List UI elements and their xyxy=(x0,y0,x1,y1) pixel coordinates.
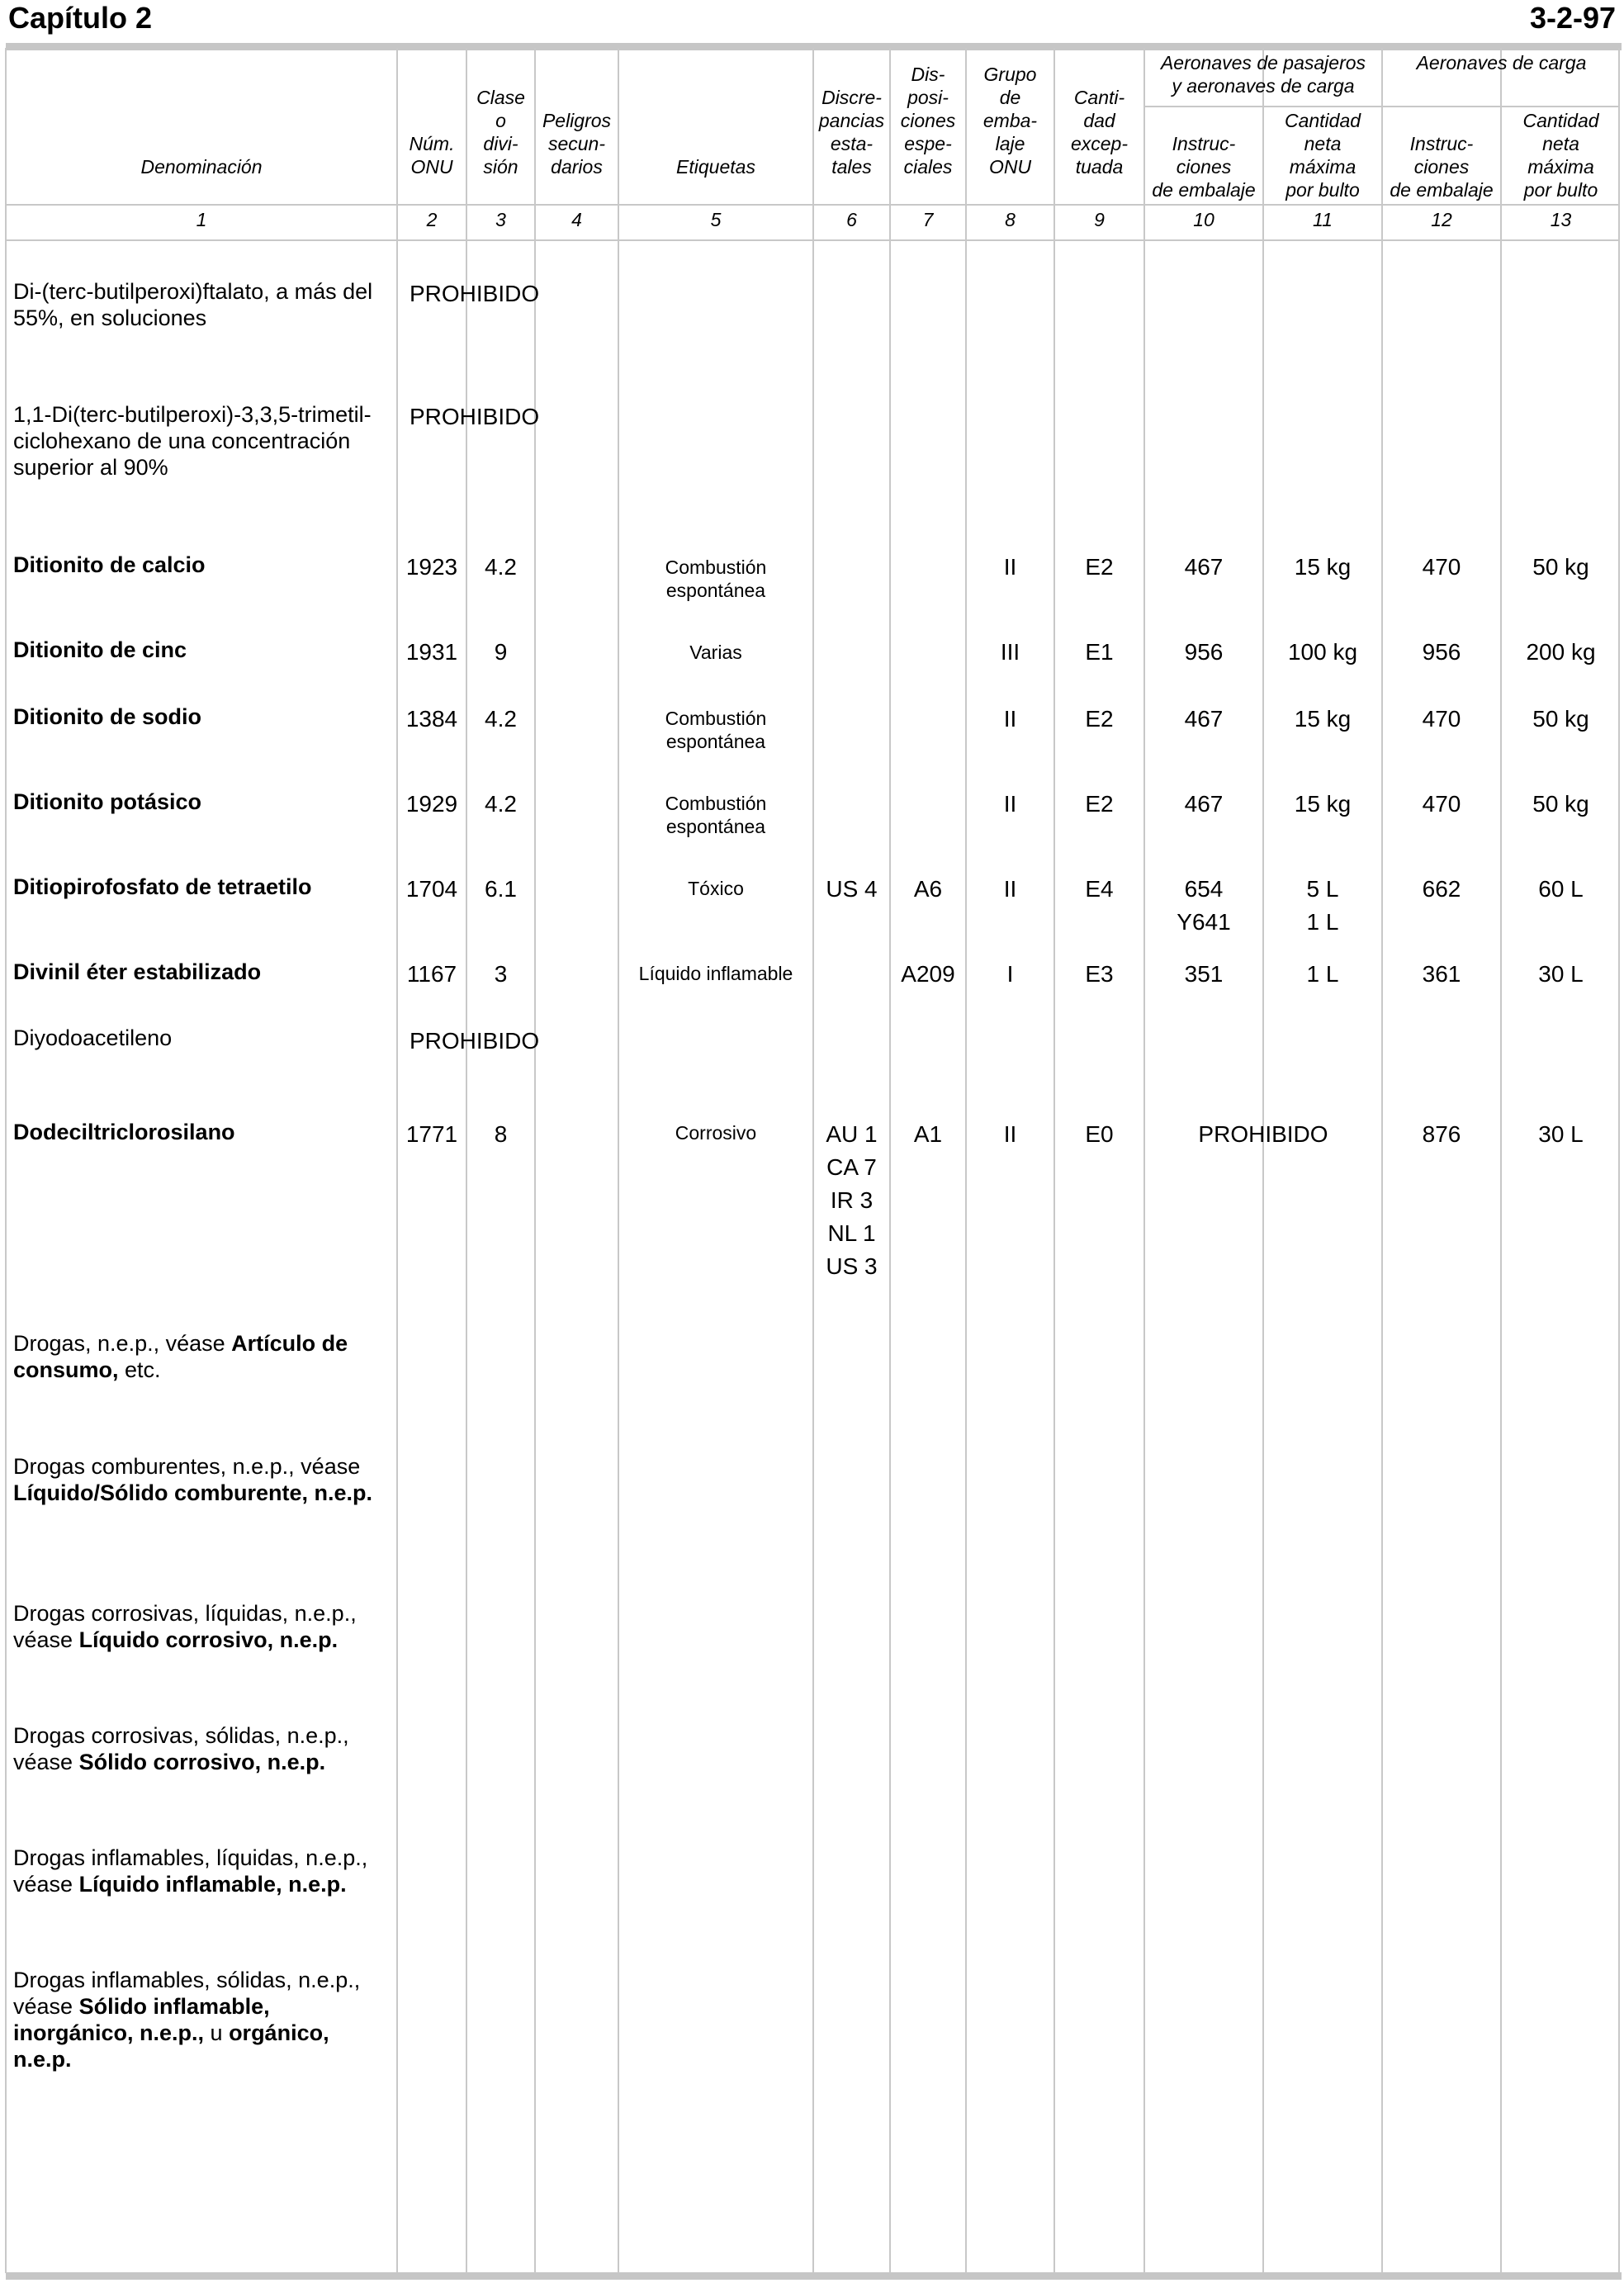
excepted-qty: E2 xyxy=(1085,554,1114,580)
header-clase xyxy=(467,86,534,178)
header-line: sión xyxy=(483,156,518,178)
packing-group: III xyxy=(1000,639,1020,665)
cao-quantity: 60 L xyxy=(1538,876,1584,902)
header-line: Instruc- xyxy=(1172,133,1236,154)
row-name xyxy=(13,1967,393,2072)
cao-instruction: 361 xyxy=(1422,961,1461,987)
col-number: 8 xyxy=(1005,209,1016,230)
reference-link[interactable]: Líquido corrosivo, n.e.p. xyxy=(78,1627,339,1652)
col-divider xyxy=(396,48,398,2273)
header-line: ONU xyxy=(988,156,1032,178)
header-line: laje xyxy=(995,133,1025,154)
page-number: 3-2-97 xyxy=(1529,1,1616,35)
col-number: 12 xyxy=(1431,209,1452,230)
cao-quantity: 30 L xyxy=(1538,961,1584,987)
header-line: Grupo xyxy=(983,64,1037,85)
prohibido-label: PROHIBIDO xyxy=(410,404,540,429)
class-division: 4.2 xyxy=(485,791,517,817)
col-divider xyxy=(1053,48,1055,2273)
header-line: Cantidad xyxy=(1284,110,1361,131)
pax-instruction: 351 xyxy=(1184,961,1224,987)
pax-quantity: 1 L xyxy=(1306,961,1339,987)
header-line: y aeronaves de carga xyxy=(1172,75,1355,97)
class-division: 9 xyxy=(494,639,508,665)
class-division: 6.1 xyxy=(485,876,517,902)
col-number: 5 xyxy=(710,209,722,230)
header-line: tuada xyxy=(1075,156,1124,178)
cell-line: IR 3 xyxy=(830,1187,874,1213)
row-name xyxy=(13,703,393,730)
packing-group: II xyxy=(1003,791,1017,817)
header-line: por bulto xyxy=(1523,179,1598,201)
cell-line: 1 L xyxy=(1306,909,1339,935)
pax-quantity: 15 kg xyxy=(1294,791,1352,817)
col-divider xyxy=(1381,48,1383,2273)
header-line: por bulto xyxy=(1285,179,1360,201)
header-cao-instrucciones xyxy=(1383,132,1500,201)
packing-group: II xyxy=(1003,554,1017,580)
packing-group: II xyxy=(1003,1121,1017,1147)
header-line: Núm. xyxy=(409,133,455,154)
pax-quantity xyxy=(1264,873,1381,939)
col-number: 9 xyxy=(1094,209,1105,230)
name-text: Drogas inflamables, sólidas, n.e.p., véase xyxy=(13,1968,361,2019)
header-line: excep- xyxy=(1070,133,1129,154)
state-variation: US 4 xyxy=(826,876,878,902)
cao-quantity: 200 kg xyxy=(1526,639,1596,665)
row-name-bold: Dodeciltriclorosilano xyxy=(13,1120,235,1144)
col-divider xyxy=(1262,48,1264,2273)
col-divider xyxy=(466,48,467,2273)
header-line: ciones xyxy=(900,110,956,131)
header-line: de xyxy=(999,87,1021,108)
un-number: 1929 xyxy=(405,791,458,817)
col-divider xyxy=(5,48,7,2273)
header-line: darios xyxy=(551,156,603,178)
header-pax-group xyxy=(1145,51,1381,97)
state-variation xyxy=(814,1118,889,1283)
bottom-rule xyxy=(6,2272,1622,2280)
reference-link[interactable]: Artículo de consumo, xyxy=(13,1331,348,1382)
col-number: 11 xyxy=(1313,209,1333,230)
row-name-bold: Ditionito potásico xyxy=(13,789,201,814)
row-name xyxy=(13,1845,393,1897)
reference-link[interactable]: Líquido/Sólido comburente, n.e.p. xyxy=(13,1480,372,1505)
labels: Tóxico xyxy=(688,878,744,899)
un-number: 1923 xyxy=(405,554,458,580)
excepted-qty: E0 xyxy=(1085,1121,1114,1147)
row-name xyxy=(13,959,393,985)
header-cargo-group: Aeronaves de carga xyxy=(1416,52,1587,73)
un-number: 1771 xyxy=(405,1121,458,1147)
labels: Combustión espontánea xyxy=(665,708,767,752)
name-text: etc. xyxy=(118,1357,161,1382)
col-divider xyxy=(1143,48,1145,2273)
pax-instruction: 956 xyxy=(1184,639,1224,665)
excepted-qty: E4 xyxy=(1085,876,1114,902)
col-number: 6 xyxy=(846,209,857,230)
cao-instruction: 470 xyxy=(1422,791,1461,817)
cell-line: US 3 xyxy=(826,1253,878,1279)
reference-link[interactable]: orgánico, n.e.p. xyxy=(13,2020,329,2072)
packing-group: II xyxy=(1003,706,1017,732)
name-text: u xyxy=(204,2020,230,2045)
cao-instruction: 470 xyxy=(1422,554,1461,580)
header-denominacion: Denominación xyxy=(140,156,263,178)
header-line: posi- xyxy=(907,87,949,108)
header-line: Clase xyxy=(476,87,525,108)
pax-instruction: 467 xyxy=(1184,791,1224,817)
cao-instruction: 470 xyxy=(1422,706,1461,732)
header-line: Peligros xyxy=(542,110,612,131)
row-name xyxy=(13,637,393,663)
header-grupo-embalaje xyxy=(967,63,1053,178)
class-division: 3 xyxy=(494,961,508,987)
col-number: 3 xyxy=(495,209,506,230)
row-name-bold: Ditiopirofosfato de tetraetilo xyxy=(13,874,312,899)
header-line: máxima xyxy=(1527,156,1594,178)
pax-instruction xyxy=(1145,873,1262,939)
labels: Varias xyxy=(689,642,742,663)
header-etiquetas: Etiquetas xyxy=(676,156,755,178)
header-line: emba- xyxy=(982,110,1038,131)
name-text: Drogas corrosivas, líquidas, n.e.p., véase xyxy=(13,1601,357,1652)
col-divider xyxy=(1500,48,1502,2273)
row-name xyxy=(13,1722,393,1775)
labels: Combustión espontánea xyxy=(665,557,767,601)
header-line: secun- xyxy=(547,133,606,154)
header-cantidad-exceptuada xyxy=(1055,86,1143,178)
header-line: de embalaje xyxy=(1152,179,1256,201)
excepted-qty: E1 xyxy=(1085,639,1114,665)
pax-quantity: 100 kg xyxy=(1287,639,1358,665)
header-cao-cantidad xyxy=(1502,109,1620,201)
cao-quantity: 50 kg xyxy=(1532,554,1589,580)
cell-line: 5 L xyxy=(1306,876,1339,902)
pax-instruction: 467 xyxy=(1184,554,1224,580)
row-name-bold: Ditionito de sodio xyxy=(13,704,201,729)
cao-quantity: 30 L xyxy=(1538,1121,1584,1147)
header-num-onu xyxy=(398,132,466,178)
header-divider xyxy=(5,204,1620,206)
pax-quantity: 15 kg xyxy=(1294,706,1352,732)
header-line: divi- xyxy=(483,133,518,154)
un-number: 1704 xyxy=(405,876,458,902)
row-name xyxy=(13,1600,393,1653)
col-number: 7 xyxy=(922,209,934,230)
labels: Combustión espontánea xyxy=(665,793,767,837)
header-pax-cantidad xyxy=(1264,109,1381,201)
col-number: 13 xyxy=(1550,209,1572,230)
header-line: dad xyxy=(1083,110,1115,131)
cell-line: 654 xyxy=(1184,876,1224,902)
header-line: Cantidad xyxy=(1522,110,1599,131)
name-text: Drogas comburentes, n.e.p., véase xyxy=(13,1454,361,1479)
row-name xyxy=(13,1453,393,1506)
reference-link[interactable]: Líquido inflamable, n.e.p. xyxy=(78,1872,347,1897)
header-line: Dis- xyxy=(911,64,945,85)
reference-link[interactable]: Sólido corrosivo, n.e.p. xyxy=(78,1750,326,1774)
chapter-title: Capítulo 2 xyxy=(8,1,153,35)
header-line: ciones xyxy=(1176,156,1232,178)
col-number: 1 xyxy=(196,209,207,230)
header-line: neta xyxy=(1304,133,1342,154)
prohibido-label: PROHIBIDO xyxy=(410,1028,540,1054)
header-peligros xyxy=(536,109,618,178)
row-name xyxy=(13,789,393,815)
col-number: 10 xyxy=(1193,209,1214,230)
special-provision: A6 xyxy=(913,876,943,902)
labels: Corrosivo xyxy=(675,1122,757,1144)
header-divider xyxy=(5,239,1620,241)
header-line: Instruc- xyxy=(1409,133,1474,154)
name-text: Drogas inflamables, líquidas, n.e.p., véase xyxy=(13,1845,368,1897)
col-number: 4 xyxy=(571,209,582,230)
header-pax-instrucciones xyxy=(1145,132,1262,201)
col-divider xyxy=(1618,48,1620,2273)
un-number: 1931 xyxy=(405,639,458,665)
col-divider xyxy=(618,48,619,2273)
header-line: espe- xyxy=(904,133,952,154)
pax-instruction: 467 xyxy=(1184,706,1224,732)
row-name-bold: Ditionito de calcio xyxy=(13,552,206,577)
packing-group: I xyxy=(1006,961,1014,987)
cao-instruction: 876 xyxy=(1422,1121,1461,1147)
class-division: 8 xyxy=(494,1121,508,1147)
special-provision: A1 xyxy=(913,1121,943,1147)
prohibido-label: PROHIBIDO xyxy=(410,281,540,306)
header-line: máxima xyxy=(1289,156,1356,178)
cao-quantity: 50 kg xyxy=(1532,706,1589,732)
col-divider xyxy=(534,48,536,2273)
header-line: esta- xyxy=(830,133,874,154)
cao-quantity: 50 kg xyxy=(1532,791,1589,817)
header-line: Discre- xyxy=(821,87,882,108)
excepted-qty: E2 xyxy=(1085,706,1114,732)
packing-group: II xyxy=(1003,876,1017,902)
header-line: ciones xyxy=(1413,156,1470,178)
cell-line: AU 1 xyxy=(826,1121,878,1147)
header-line: Aeronaves de pasajeros xyxy=(1160,52,1366,73)
group-divider xyxy=(1143,106,1620,107)
header-line: de embalaje xyxy=(1390,179,1494,201)
row-name-bold: Ditionito de cinc xyxy=(13,637,187,662)
header-line: tales xyxy=(831,156,872,178)
excepted-qty: E3 xyxy=(1085,961,1114,987)
class-division: 4.2 xyxy=(485,706,517,732)
header-line: Canti- xyxy=(1073,87,1125,108)
header-line: pancias xyxy=(818,110,885,131)
header-line: neta xyxy=(1542,133,1579,154)
reference-link[interactable]: Sólido inflamable, inorgánico, n.e.p., xyxy=(13,1994,270,2045)
cao-instruction: 662 xyxy=(1422,876,1461,902)
class-division: 4.2 xyxy=(485,554,517,580)
un-number: 1167 xyxy=(406,961,457,987)
un-number: 1384 xyxy=(405,706,458,732)
cell-line: CA 7 xyxy=(826,1154,877,1180)
excepted-qty: E2 xyxy=(1085,791,1114,817)
labels: Líquido inflamable xyxy=(638,963,793,984)
row-name xyxy=(13,552,393,578)
header-line: ciales xyxy=(903,156,953,178)
col-number: 2 xyxy=(426,209,438,230)
pax-prohibido: PROHIBIDO xyxy=(1198,1121,1328,1147)
header-discrepancias xyxy=(814,86,889,178)
cell-line: Y641 xyxy=(1177,909,1231,935)
header-line: o xyxy=(495,110,506,131)
pax-quantity: 15 kg xyxy=(1294,554,1352,580)
row-name-bold: Divinil éter estabilizado xyxy=(13,959,262,984)
row-name: 1,1-Di(terc-butilperoxi)-3,3,5-trimetil-ciclohexano de una concentración superior al 90% xyxy=(13,402,372,480)
col-divider xyxy=(965,48,967,2273)
header-line: ONU xyxy=(410,156,453,178)
cao-instruction: 956 xyxy=(1422,639,1461,665)
row-name: Diyodoacetileno xyxy=(13,1025,173,1050)
special-provision: A209 xyxy=(901,961,955,987)
row-name: Di-(terc-butilperoxi)ftalato, a más del 55%, en soluciones xyxy=(13,279,373,330)
col-divider xyxy=(889,48,891,2273)
name-text: Drogas corrosivas, sólidas, n.e.p., véase xyxy=(13,1723,349,1774)
row-name xyxy=(13,1330,393,1383)
cell-line: NL 1 xyxy=(827,1220,876,1246)
header-disposiciones xyxy=(891,63,965,178)
row-name xyxy=(13,874,393,900)
row-name xyxy=(13,1119,393,1145)
name-text: Drogas, n.e.p., véase xyxy=(13,1331,232,1356)
